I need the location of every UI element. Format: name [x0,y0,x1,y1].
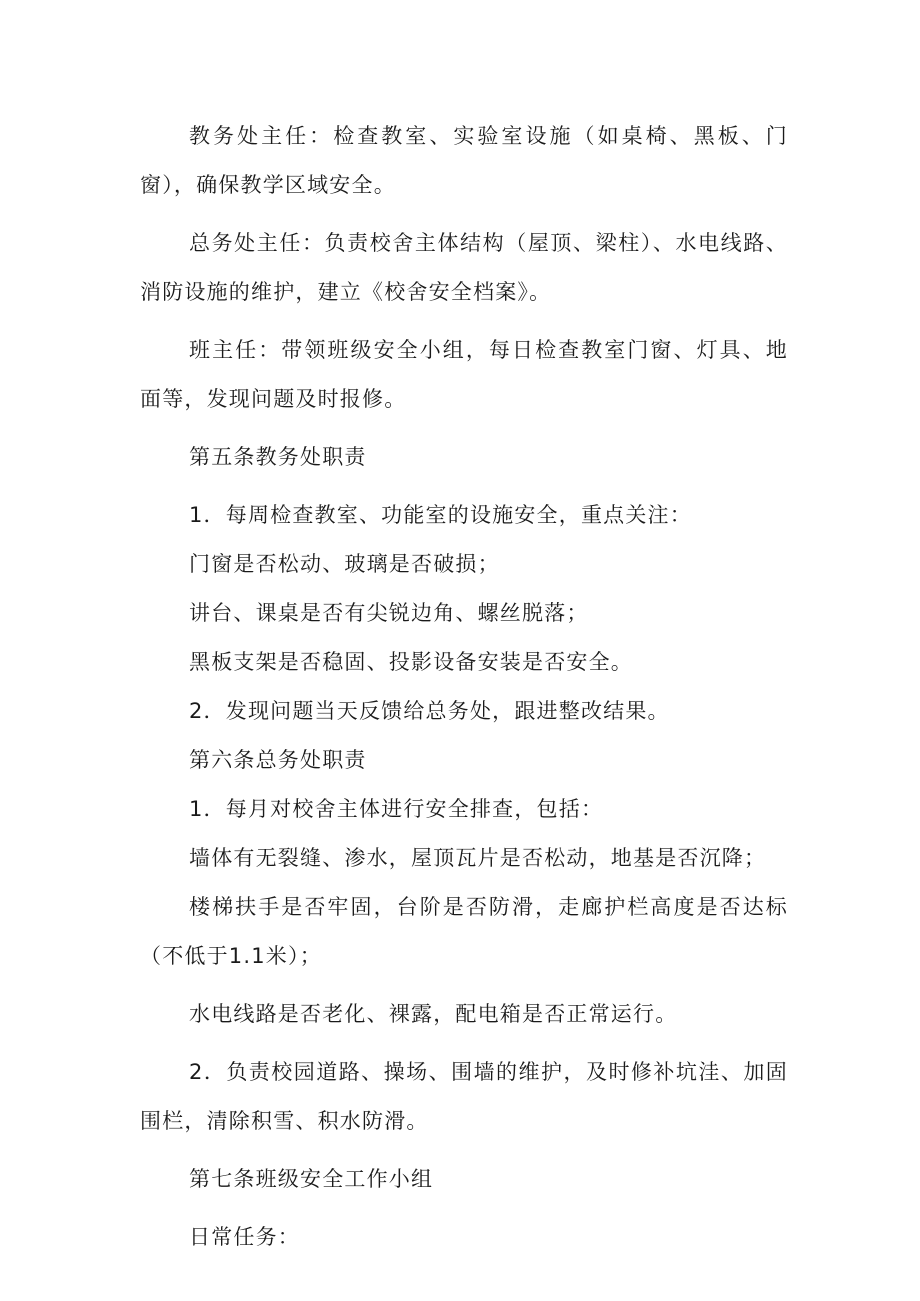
daily-tasks-label: 日常任务： [189,1225,300,1249]
paragraph-head-teacher: 班主任：带领班级安全小组，每日检查教室门窗、灯具、地面等，发现问题及时报修。 [140,338,788,411]
article-five-heading: 第五条教务处职责 [189,445,367,469]
article-six-check-stairs: 楼梯扶手是否牢固，台阶是否防滑，走廊护栏高度是否达标（不低于1.1米）； [140,895,788,968]
article-five-item-1: 1．每周检查教室、功能室的设施安全，重点关注： [189,503,692,527]
article-five-item-2: 2．发现问题当天反馈给总务处，跟进整改结果。 [189,699,670,723]
article-six-check-walls: 墙体有无裂缝、渗水，屋顶瓦片是否松动，地基是否沉降； [189,846,767,870]
paragraph-teaching-director: 教务处主任：检查教室、实验室设施（如桌椅、黑板、门窗），确保教学区域安全。 [140,124,788,197]
article-six-check-wiring: 水电线路是否老化、裸露，配电箱是否正常运行。 [189,1002,678,1026]
article-six-item-2: 2．负责校园道路、操场、围墙的维护，及时修补坑洼、加固围栏，清除积雪、积水防滑。 [140,1060,788,1133]
paragraph-general-affairs-director: 总务处主任：负责校舍主体结构（屋顶、梁柱）、水电线路、消防设施的维护，建立《校舍安全档案》。 [140,231,788,304]
article-five-check-blackboard: 黑板支架是否稳固、投影设备安装是否安全。 [189,650,633,674]
article-five-check-desks: 讲台、课桌是否有尖锐边角、螺丝脱落； [189,601,589,625]
article-seven-heading: 第七条班级安全工作小组 [189,1167,434,1191]
article-five-check-doors: 门窗是否松动、玻璃是否破损； [189,552,500,576]
article-six-item-1: 1．每月对校舍主体进行安全排查，包括： [189,797,604,821]
article-six-heading: 第六条总务处职责 [189,748,367,772]
